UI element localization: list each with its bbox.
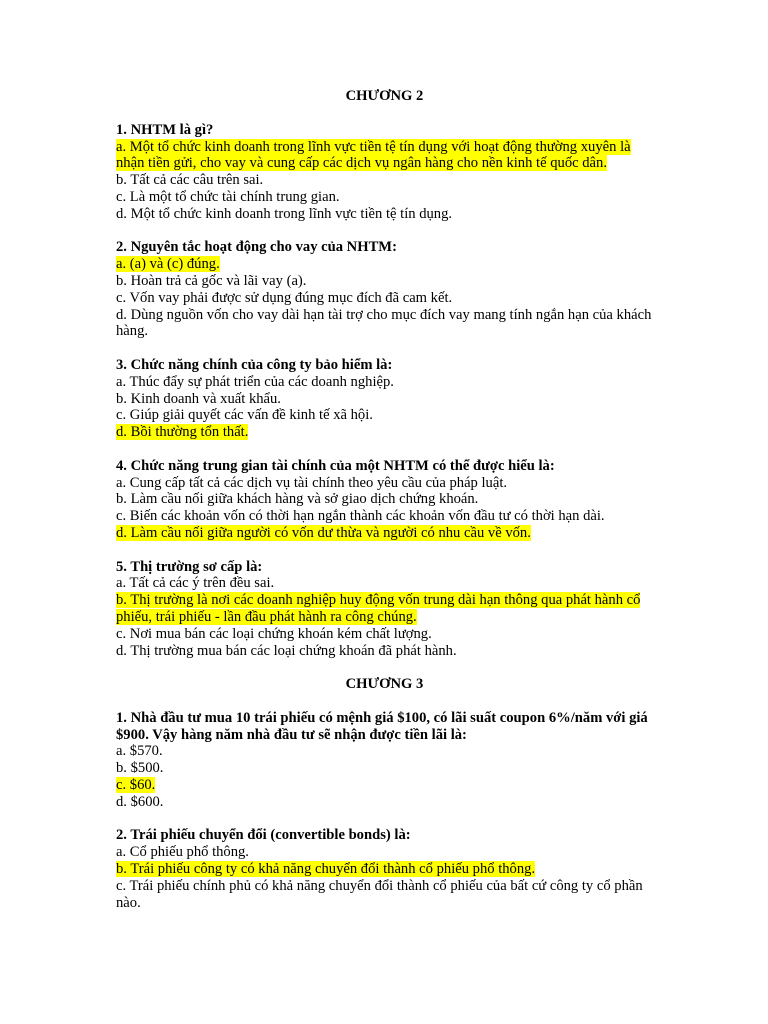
question-title: 5. Thị trường sơ cấp là: xyxy=(116,558,263,575)
answer-option xyxy=(116,374,653,391)
answer-option-text: c. Biến các khoản vốn có thời hạn ngắn thành các khoản vốn đầu tư có thời hạn dài. xyxy=(116,508,605,525)
answer-option-text: d. $600. xyxy=(116,793,164,810)
answer-option xyxy=(116,861,653,878)
answer-option-text: b. Làm cầu nối giữa khách hàng và sở giao dịch chứng khoán. xyxy=(116,491,479,508)
answer-option-text: a. Cổ phiếu phổ thông. xyxy=(116,844,249,861)
question-block xyxy=(116,357,653,441)
option-list xyxy=(116,139,653,223)
answer-option-text: b. Hoàn trả cả gốc và lãi vay (a). xyxy=(116,272,307,289)
highlighted-answer-text: c. $60. xyxy=(116,777,156,794)
answer-option-text: b. Tất cả các câu trên sai. xyxy=(116,172,264,189)
highlighted-answer-text: a. (a) và (c) đúng. xyxy=(116,256,220,273)
answer-option-text: c. Nơi mua bán các loại chứng khoán kém chất lượng. xyxy=(116,625,432,642)
question-block xyxy=(116,458,653,542)
answer-option-text: a. Cung cấp tất cả các dịch vụ tài chính theo yêu cầu của pháp luật. xyxy=(116,474,508,491)
answer-option xyxy=(116,643,653,660)
option-list xyxy=(116,844,653,911)
answer-option xyxy=(116,525,653,542)
option-list xyxy=(116,743,653,810)
answer-option xyxy=(116,575,653,592)
answer-option xyxy=(116,794,653,811)
answer-option xyxy=(116,189,653,206)
chapter-heading: CHƯƠNG 2 xyxy=(345,88,424,104)
answer-option xyxy=(116,206,653,223)
answer-option xyxy=(116,307,653,341)
answer-option xyxy=(116,475,653,492)
answer-option-text: a. Tất cả các ý trên đều sai. xyxy=(116,575,275,592)
answer-option xyxy=(116,491,653,508)
question-title: 2. Trái phiếu chuyển đổi (convertible bonds) là: xyxy=(116,827,411,844)
answer-option xyxy=(116,424,653,441)
question-block xyxy=(116,710,653,811)
answer-option-text: c. Giúp giải quyết các vấn đề kinh tế xã hội. xyxy=(116,407,373,424)
answer-option-text: d. Dùng nguồn vốn cho vay dài hạn tài trợ cho mục đích vay mang tính ngắn hạn của khách hàng. xyxy=(116,306,652,340)
chapter-heading: CHƯƠNG 3 xyxy=(345,676,424,693)
answer-option xyxy=(116,256,653,273)
document-content xyxy=(116,88,653,928)
question-title: 3. Chức năng chính của công ty bảo hiểm là: xyxy=(116,356,393,373)
question-list xyxy=(116,710,653,912)
question-title: 2. Nguyên tắc hoạt động cho vay của NHTM: xyxy=(116,239,397,256)
answer-option-text: b. $500. xyxy=(116,760,164,777)
answer-option xyxy=(116,760,653,777)
answer-option-text: c. Vốn vay phải được sử dụng đúng mục đích đã cam kết. xyxy=(116,289,453,306)
answer-option xyxy=(116,878,653,912)
answer-option xyxy=(116,743,653,760)
option-list xyxy=(116,256,653,340)
highlighted-answer-text: b. Trái phiếu công ty có khả năng chuyển đổi thành cổ phiếu phổ thông. xyxy=(116,861,536,878)
answer-option-text: d. Một tổ chức kinh doanh trong lĩnh vực tiền tệ tín dụng. xyxy=(116,205,453,222)
chapter-section xyxy=(116,88,653,659)
question-title: 4. Chức năng trung gian tài chính của một NHTM có thể được hiểu là: xyxy=(116,457,555,474)
question-title: 1. NHTM là gì? xyxy=(116,121,214,138)
question-list xyxy=(116,122,653,660)
answer-option xyxy=(116,172,653,189)
answer-option-text: c. Là một tổ chức tài chính trung gian. xyxy=(116,188,340,205)
question-block xyxy=(116,239,653,340)
answer-option xyxy=(116,273,653,290)
option-list xyxy=(116,475,653,542)
option-list xyxy=(116,374,653,441)
answer-option xyxy=(116,139,653,173)
highlighted-answer-text: d. Bồi thường tổn thất. xyxy=(116,424,249,441)
answer-option xyxy=(116,290,653,307)
answer-option xyxy=(116,508,653,525)
question-block xyxy=(116,827,653,911)
answer-option xyxy=(116,844,653,861)
answer-option xyxy=(116,391,653,408)
answer-option-text: d. Thị trường mua bán các loại chứng khoán đã phát hành. xyxy=(116,642,457,659)
answer-option xyxy=(116,407,653,424)
answer-option xyxy=(116,592,653,626)
answer-option-text: a. $570. xyxy=(116,743,163,760)
highlighted-answer-text: b. Thị trường là nơi các doanh nghiệp huy động vốn trung dài hạn thông qua phát hành cổ phiếu, trái phiếu - lần đầu phát hành ra công chúng. xyxy=(116,592,641,625)
question-title: 1. Nhà đầu tư mua 10 trái phiếu có mệnh giá $100, có lãi suất coupon 6%/năm với giá $900. Vậy hàng năm nhà đầu tư sẽ nhận được tiền lãi là: xyxy=(116,709,648,743)
chapter-section xyxy=(116,676,653,911)
answer-option xyxy=(116,626,653,643)
highlighted-answer-text: d. Làm cầu nối giữa người có vốn dư thừa và người có nhu cầu về vốn. xyxy=(116,524,531,541)
highlighted-answer-text: a. Một tổ chức kinh doanh trong lĩnh vực tiền tệ tín dụng với hoạt động thường xuyên là nhận tiền gửi, cho vay và cung cấp các dịch vụ ngân hàng cho nền kinh tế quốc dân. xyxy=(116,138,631,172)
option-list xyxy=(116,575,653,659)
question-block xyxy=(116,122,653,223)
answer-option-text: c. Trái phiếu chính phủ có khả năng chuyển đổi thành cổ phiếu của bất cứ công ty cổ phần nào. xyxy=(116,877,643,911)
answer-option xyxy=(116,777,653,794)
question-block xyxy=(116,559,653,660)
answer-option-text: a. Thúc đẩy sự phát triển của các doanh nghiệp. xyxy=(116,373,394,390)
answer-option-text: b. Kinh doanh và xuất khẩu. xyxy=(116,390,281,407)
